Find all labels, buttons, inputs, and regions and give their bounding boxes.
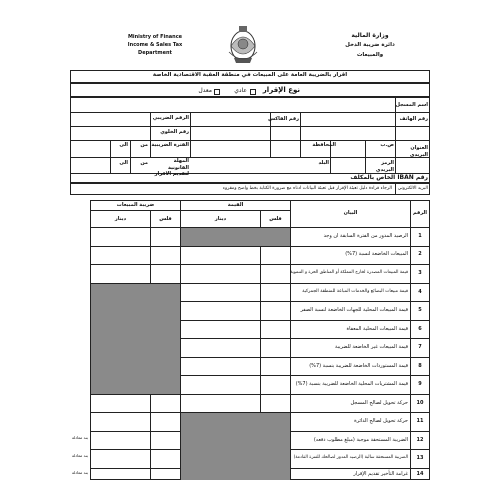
row-statement: قيمة مبيعات البضائع والخدمات المباعة للمنطقة الجمركية [302, 289, 408, 294]
amended-checkbox[interactable] [214, 89, 220, 95]
row-number: 1 [418, 233, 422, 239]
governorate-label: المحافظة [312, 142, 336, 148]
instructions-note: الرجاء قراءة دليل تعبئة الإقرار قبل تعبئة البيانات ادناه مع ضرورة الكتابة بخط واضح ومقروء [222, 186, 392, 191]
tax-dinar-header: دينار [114, 216, 127, 222]
col-value-header: القيمة [227, 202, 244, 208]
row-number: 10 [416, 400, 424, 406]
row-statement: قيمة المشتريات المحلية الخاضعة للضريبة بنسبة (7%) [295, 381, 408, 387]
side-note: بند معادلة [71, 453, 88, 458]
po-box-label: ص.ب [380, 142, 394, 148]
row-number: 13 [416, 455, 424, 461]
row-number: 6 [418, 326, 422, 332]
ministry-ar-line1: وزارة المالية [351, 32, 389, 39]
row-number: 14 [416, 471, 424, 477]
row-number: 9 [418, 381, 422, 387]
phone-label: رقم الهاتف [399, 116, 428, 122]
col-no-header: الرقم [413, 210, 427, 216]
ministry-en-line2: Income & Sales Tax [127, 42, 183, 48]
deadline-label: المهلة القانونية لتقديم الاقرار [154, 158, 189, 177]
row-statement: قيمة المبيعات المحلية المعفاة [346, 326, 408, 332]
regular-checkbox[interactable] [250, 89, 256, 95]
side-note: بند معادلة [71, 470, 88, 475]
ministry-ar-line2: دائرة ضريبة الدخل [345, 42, 395, 48]
row-statement: المبيعات الخاضعة لنسبة (7%) [345, 251, 408, 257]
period-from-label: من [140, 142, 148, 148]
email-label: البريد الالكتروني [397, 186, 428, 191]
row-number: 2 [418, 251, 422, 257]
fax-label: رقم الفاكس [268, 116, 299, 122]
row-number: 3 [418, 270, 422, 276]
row-statement: قيمة المبيعات المصدرة لخارج المملكة أو المناطق الحرة و التنموية [290, 270, 408, 275]
row-statement: قيمة المستوردات الخاضعة للضريبة بنسبة (7%) [309, 363, 408, 369]
ministry-en-line3: Department [138, 50, 172, 56]
row-number: 5 [418, 307, 422, 313]
row-statement: قيمة المبيعات غير الخاضعة للضريبة [334, 344, 408, 350]
ministry-en-line1: Ministry of Finance [127, 34, 183, 40]
col-statement-header: البيان [343, 210, 358, 216]
side-note: بند معادلة [71, 435, 88, 440]
registrant-name-field[interactable] [72, 99, 392, 110]
row-number: 12 [416, 437, 424, 443]
col-tax-header: ضريبة المبيعات [116, 202, 155, 208]
jordan-emblem-icon [226, 22, 260, 66]
row-statement: الضريبة المستحقة سالبة (الرصيد المدور لصالحك للفترة القادمة) [293, 455, 408, 460]
regular-label: عادي [234, 87, 247, 94]
disabled-cell [181, 228, 290, 246]
row-statement: قيمة المبيعات المحلية للجهات الخاضعة لنسبة الصفر [300, 307, 408, 313]
tax-period-label: الفترة الضريبية [151, 142, 189, 148]
value-dinar-header: دينار [214, 216, 227, 222]
period-to-label: الى [119, 142, 128, 148]
form-title: اقرار بالضريبة العامة على المبيعات في منطقة العقبة الاقتصادية الخاصة [152, 72, 348, 78]
tax-fils-header: فلس [159, 216, 172, 222]
row-number: 11 [416, 418, 424, 424]
registrant-name-label: اسم المسجل [395, 102, 428, 108]
row-number: 8 [418, 363, 422, 369]
iban-label: رقم IBAN الخاص بالمكلف [350, 174, 428, 181]
row-statement: الرصيد المدور من الفترة السابقة ان وجد [323, 233, 408, 239]
country-label: البلد [318, 160, 329, 166]
row-statement: غرامة التأخير تقديم الإقرار [353, 471, 408, 477]
row-number: 4 [418, 289, 422, 295]
postal-code-label: الرمز البريدي [375, 160, 394, 173]
row-statement: حركة تحويل لصالح المسجل [350, 400, 408, 406]
row-number: 7 [418, 344, 422, 350]
ministry-ar-line3: والمبيعات [356, 52, 384, 58]
disabled-cell [91, 284, 180, 394]
mobile-label: رقم الخلوي [160, 129, 189, 135]
declaration-type-label: نوع الإقرار [262, 86, 300, 94]
deadline-to-label: الى [119, 160, 128, 166]
value-fils-header: فلس [269, 216, 282, 222]
deadline-from-label: من [140, 160, 148, 166]
disabled-cell [181, 413, 290, 480]
amended-label: معدل [198, 87, 212, 94]
row-statement: حركة تحويل لصالح الدائرة [354, 418, 408, 424]
address-label: العنوان البريدي [409, 145, 428, 158]
row-statement: الضريبة المستحقة موجبة (مبلغ مطلوب دفعه) [313, 437, 408, 443]
tax-number-label: الرقم الضريبي [152, 115, 189, 121]
